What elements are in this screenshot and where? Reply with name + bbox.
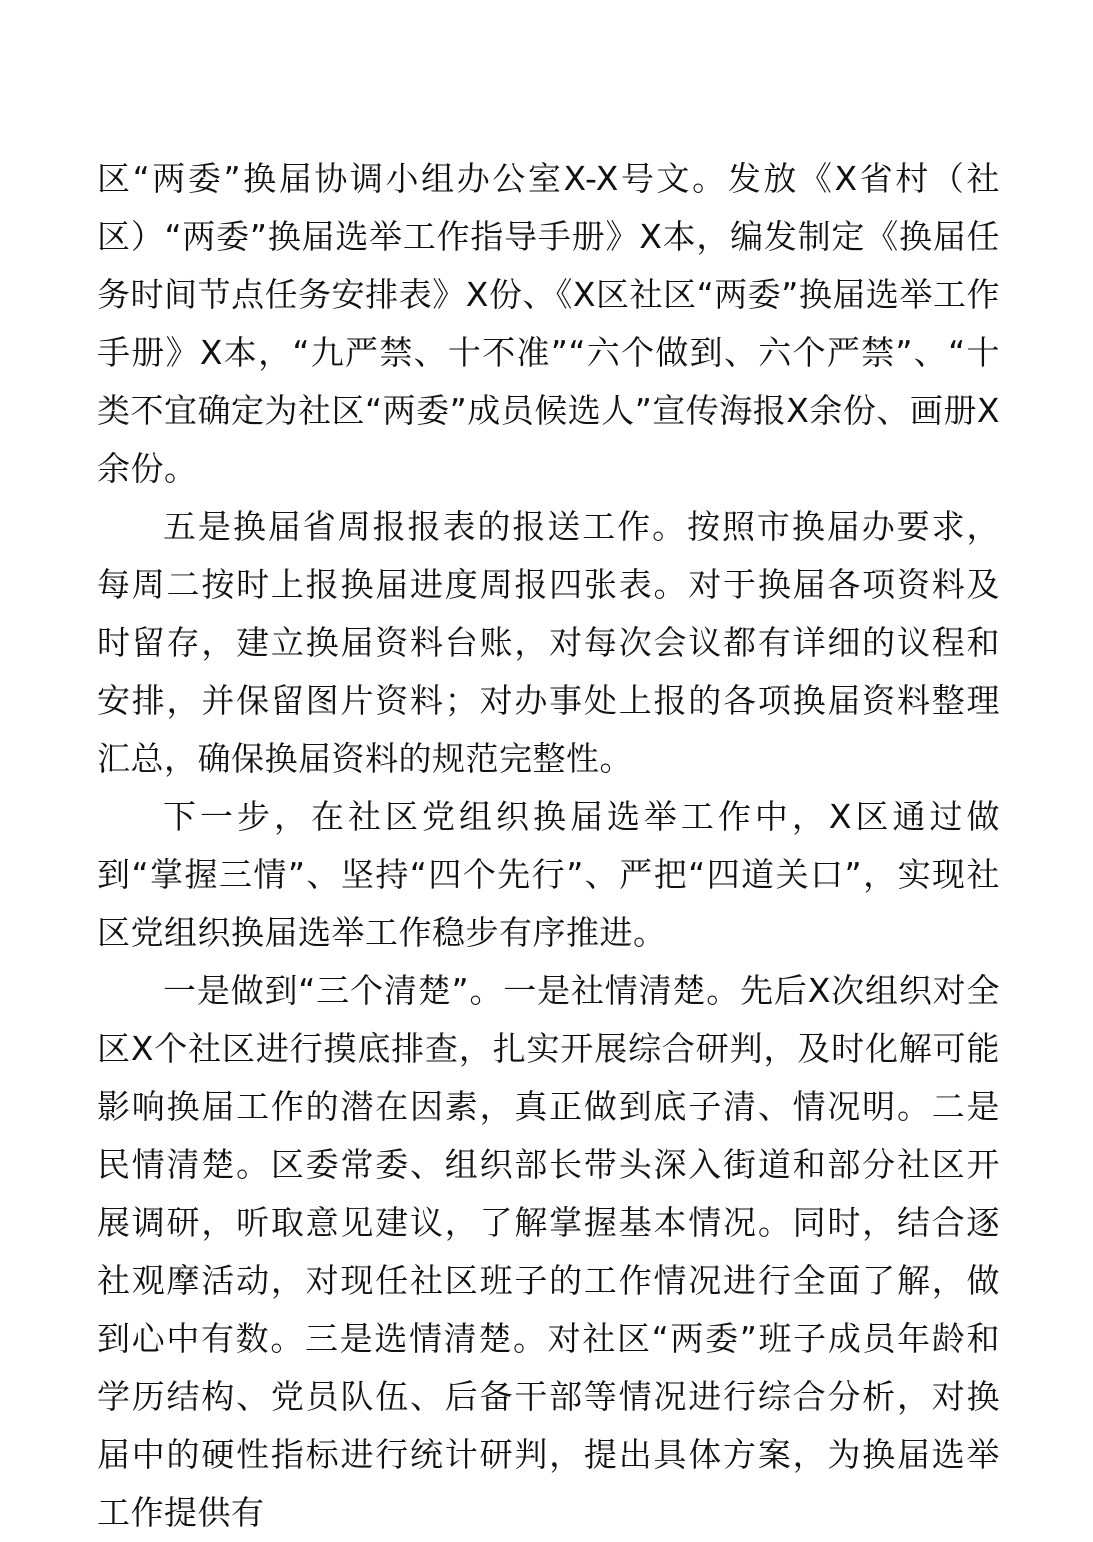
paragraph-three-clear: 一是做到“三个清楚”。一是社情清楚。先后X次组织对全区X个社区进行摸底排查，扎实开展综合研判，及时化解可能影响换届工作的潜在因素，真正做到底子清、情况明。二是民情清楚。区委常委、组织部长带头深入街道和部分社区开展调研，听取意见建议，了解掌握基本情况。同时，结合逐社观摩活动，对现任社区班子的工作情况进行全面了解，做到心中有数。三是选情清楚。对社区“两委”班子成员年龄和学历结构、党员队伍、后备干部等情况进行综合分析，对换届中的硬性指标进行统计研判，提出具体方案，为换届选举工作提供有 [97,971,1000,1532]
paragraph-materials: 区“两委”换届协调小组办公室X-X号文。发放《X省村（社区）“两委”换届选举工作指导手册》X本，编发制定《换届任务时间节点任务安排表》X份、《X区社区“两委”换届选举工作手册》X本，“九严禁、十不准”“六个做到、六个严禁”、“十类不宜确定为社区“两委”成员候选人”宣传海报X余份、画册X余份。 [97,159,1001,488]
paragraph-weekly-report: 五是换届省周报报表的报送工作。按照市换届办要求，每周二按时上报换届进度周报四张表。对于换届各项资料及时留存，建立换届资料台账，对每次会议都有详细的议程和安排，并保留图片资料；对办事处上报的各项换届资料整理汇总，确保换届资料的规范完整性。 [97,507,1000,778]
paragraph-next-step: 下一步，在社区党组织换届选举工作中，X区通过做到“掌握三情”、坚持“四个先行”、严把“四道关口”，实现社区党组织换届选举工作稳步有序推进。 [97,797,1000,952]
document-body [97,150,1000,1542]
